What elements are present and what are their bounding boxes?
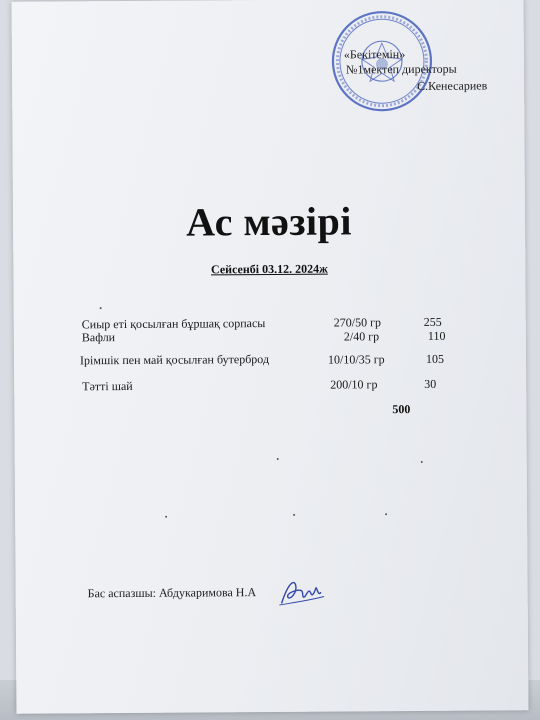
handwritten-signature [278, 575, 328, 611]
approval-header: «Бекітемін» [343, 47, 406, 62]
menu-item-name: Вафли [81, 330, 116, 345]
menu-item-price: 30 [424, 376, 437, 391]
chef-name: Бас аспазшы: Абдукаримова Н.А [87, 585, 257, 601]
menu-item-weight: 270/50 гр [333, 315, 382, 330]
menu-date: Сейсенбі 03.12. 2024ж [210, 261, 328, 277]
menu-item-weight: 10/10/35 гр [327, 352, 385, 367]
speck [165, 516, 167, 518]
speck [277, 458, 279, 460]
director-name: С.Кенесариев [417, 78, 488, 93]
speck [421, 461, 423, 463]
menu-item-weight: 200/10 гр [330, 377, 378, 392]
menu-item-name: Тәтті шай [82, 378, 133, 394]
menu-item-name: Сиыр еті қосылған бұршақ сорпасы [81, 316, 266, 332]
speck [100, 307, 102, 309]
page-title: Ас мәзірі [186, 198, 353, 245]
speck [293, 514, 295, 516]
menu-item-price: 105 [425, 351, 445, 366]
menu-item-weight: 2/40 гр [343, 329, 380, 344]
menu-item-name: Ірімшік пен май қосылған бутерброд [79, 352, 270, 368]
director-title: №1мектеп директоры [345, 61, 457, 77]
menu-total: 500 [392, 402, 411, 417]
menu-item-price: 110 [427, 328, 446, 343]
menu-item-price: 255 [423, 314, 442, 329]
speck [385, 513, 387, 515]
document-page [12, 0, 529, 714]
